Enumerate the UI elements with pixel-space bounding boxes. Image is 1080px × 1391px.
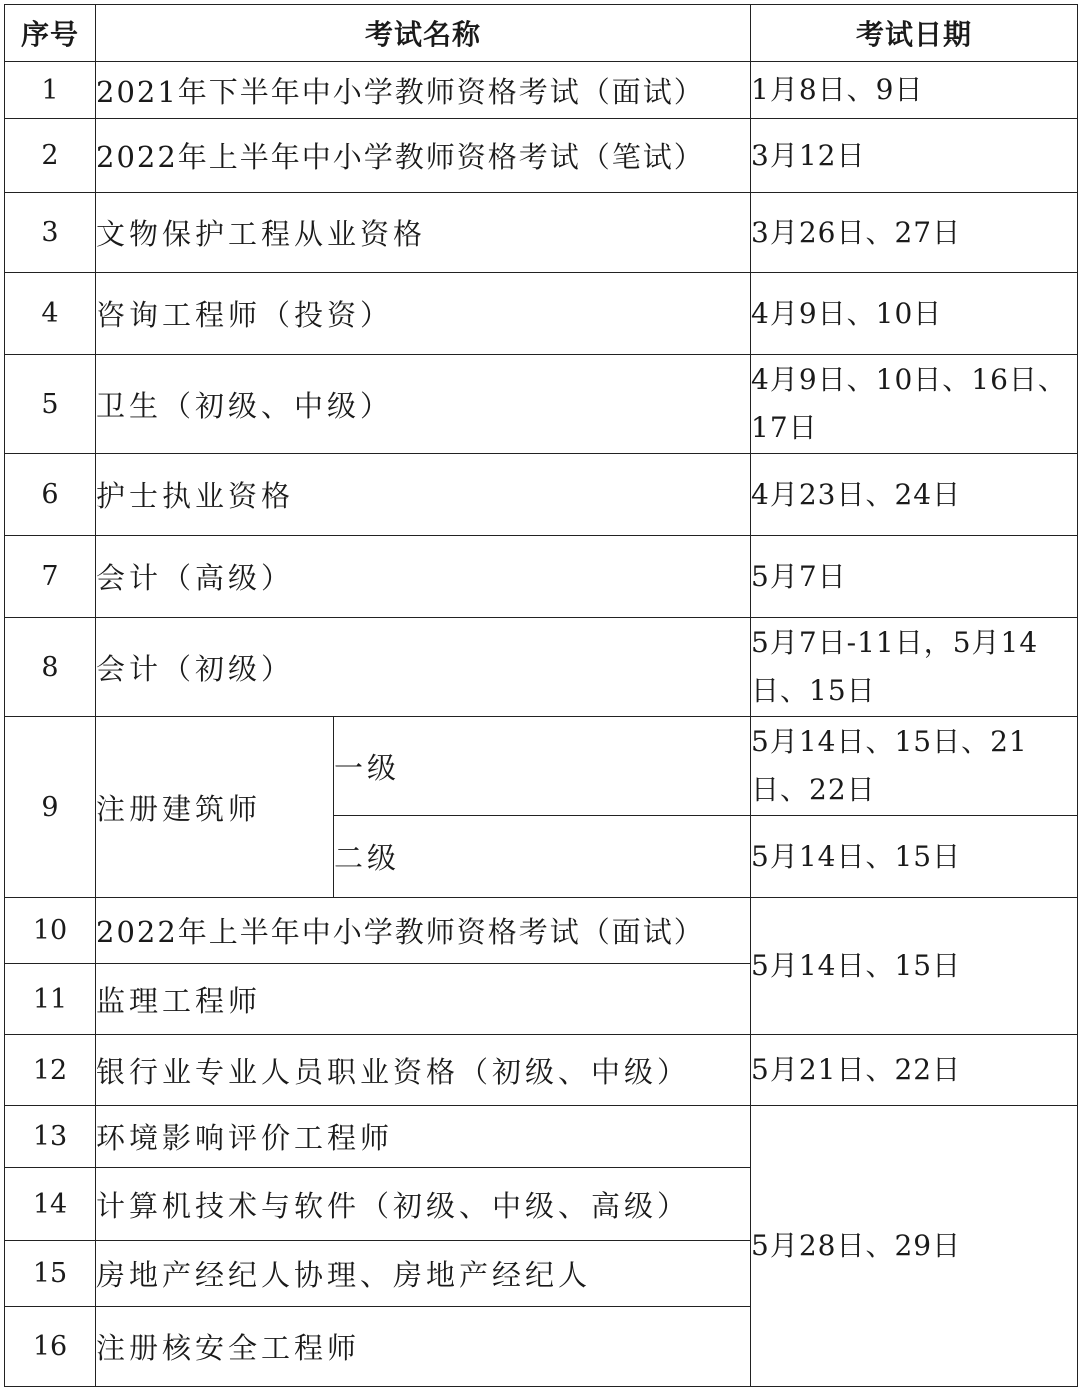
exam-date: 3月26日、27日: [751, 193, 1078, 273]
exam-date: 5月14日、15日: [751, 898, 1078, 1035]
exam-name: 银行业专业人员职业资格（初级、中级）: [96, 1035, 751, 1106]
table-row: [5, 1035, 1078, 1106]
exam-date: 5月21日、22日: [751, 1035, 1078, 1106]
exam-name: 房地产经纪人协理、房地产经纪人: [96, 1241, 751, 1307]
exam-date: 5月28日、29日: [751, 1106, 1078, 1387]
header-date: 考试日期: [751, 5, 1078, 62]
row-number: 9: [5, 717, 96, 898]
header-no: 序号: [5, 5, 96, 62]
exam-name: 2022年上半年中小学教师资格考试（面试）: [96, 898, 751, 964]
header-name: 考试名称: [96, 5, 751, 62]
table-row: [5, 193, 1078, 273]
exam-date: 4月9日、10日: [751, 273, 1078, 355]
exam-date: 1月8日、9日: [751, 62, 1078, 119]
table-row: [5, 898, 1078, 964]
exam-name: 咨询工程师（投资）: [96, 273, 751, 355]
row-number: 11: [5, 964, 96, 1035]
row-number: 16: [5, 1307, 96, 1387]
exam-name: 注册建筑师: [96, 717, 334, 898]
exam-date: 5月14日、15日: [751, 816, 1078, 898]
exam-date: 5月14日、15日、21日、22日: [751, 717, 1078, 816]
exam-name: 注册核安全工程师: [96, 1307, 751, 1387]
table-row: [5, 1106, 1078, 1168]
exam-name: 护士执业资格: [96, 454, 751, 536]
row-number: 13: [5, 1106, 96, 1168]
exam-name: 监理工程师: [96, 964, 751, 1035]
exam-name: 卫生（初级、中级）: [96, 355, 751, 454]
exam-name: 2021年下半年中小学教师资格考试（面试）: [96, 62, 751, 119]
row-number: 5: [5, 355, 96, 454]
table-row: [5, 717, 1078, 816]
exam-level: 二级: [334, 816, 751, 898]
exam-name: 会计（高级）: [96, 536, 751, 618]
table-row: [5, 454, 1078, 536]
exam-name: 2022年上半年中小学教师资格考试（笔试）: [96, 119, 751, 193]
row-number: 12: [5, 1035, 96, 1106]
exam-name: 计算机技术与软件（初级、中级、高级）: [96, 1168, 751, 1241]
exam-name: 文物保护工程从业资格: [96, 193, 751, 273]
row-number: 4: [5, 273, 96, 355]
table-row: [5, 618, 1078, 717]
row-number: 10: [5, 898, 96, 964]
table-row: [5, 273, 1078, 355]
exam-schedule-table: [4, 4, 1078, 1387]
table-row: [5, 62, 1078, 119]
row-number: 2: [5, 119, 96, 193]
header-row: [5, 5, 1078, 62]
row-number: 7: [5, 536, 96, 618]
row-number: 6: [5, 454, 96, 536]
table-row: [5, 119, 1078, 193]
exam-date: 4月23日、24日: [751, 454, 1078, 536]
table-row: [5, 536, 1078, 618]
table-row: [5, 355, 1078, 454]
exam-date: 5月7日: [751, 536, 1078, 618]
exam-date: 4月9日、10日、16日、17日: [751, 355, 1078, 454]
exam-schedule: [4, 4, 1078, 1387]
row-number: 8: [5, 618, 96, 717]
row-number: 15: [5, 1241, 96, 1307]
exam-date: 5月7日-11日，5月14日、15日: [751, 618, 1078, 717]
exam-date: 3月12日: [751, 119, 1078, 193]
exam-name: 环境影响评价工程师: [96, 1106, 751, 1168]
exam-level: 一级: [334, 717, 751, 816]
row-number: 1: [5, 62, 96, 119]
row-number: 14: [5, 1168, 96, 1241]
exam-name: 会计（初级）: [96, 618, 751, 717]
row-number: 3: [5, 193, 96, 273]
